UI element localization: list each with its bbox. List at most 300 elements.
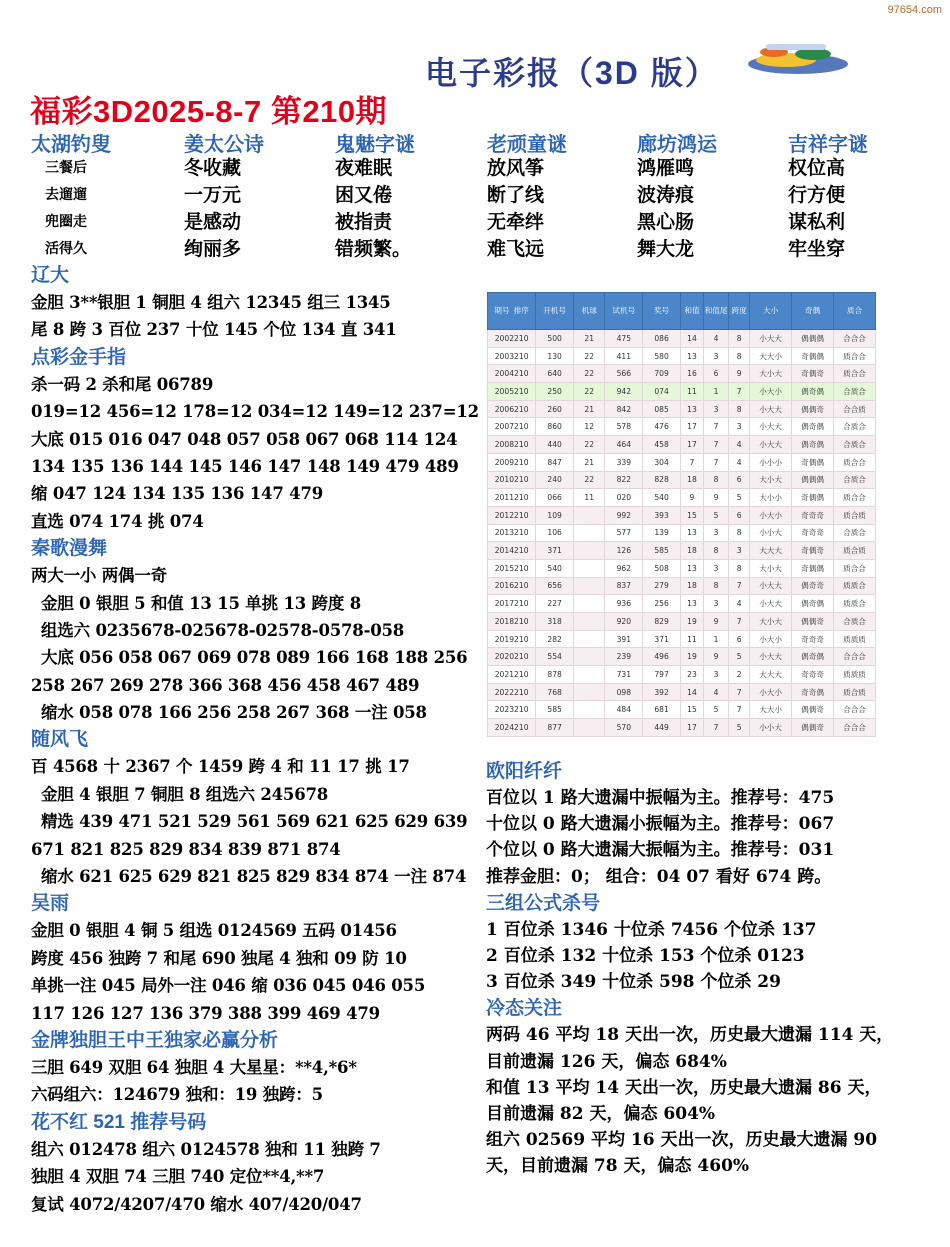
table-cell: 11 xyxy=(573,489,604,507)
table-cell: 奇偶偶 xyxy=(792,453,834,471)
table-cell: 828 xyxy=(643,471,681,489)
section-line: 258 267 269 278 366 368 456 458 467 489 xyxy=(31,675,420,695)
table-cell: 227 xyxy=(536,595,574,613)
lottery-logo-icon xyxy=(738,40,848,80)
table-cell: 14 xyxy=(680,330,703,348)
table-cell: 合质合 xyxy=(834,613,876,631)
section-title: 金牌独胆王中王独家必赢分析 xyxy=(31,1029,279,1051)
table-cell: 奇奇奇 xyxy=(792,630,834,648)
table-cell: 22 xyxy=(573,383,604,401)
table-cell: 12 xyxy=(573,418,604,436)
table-cell: 小大大 xyxy=(750,418,792,436)
column-line: 夜难眠 xyxy=(335,157,393,179)
table-row xyxy=(488,347,876,365)
table-cell: 139 xyxy=(643,524,681,542)
table-cell: 13 xyxy=(680,559,703,577)
table-cell: 074 xyxy=(643,383,681,401)
column-line: 难飞远 xyxy=(487,238,545,260)
section-line: 两码 46 平均 18 天出一次，历史最大遗漏 114 天， xyxy=(486,1025,894,1046)
table-cell: 4 xyxy=(729,453,750,471)
table-cell: 709 xyxy=(643,365,681,383)
table-cell: 577 xyxy=(605,524,643,542)
table-cell: 奇偶偶 xyxy=(792,489,834,507)
table-cell: 质合合 xyxy=(834,365,876,383)
table-cell: 小大大 xyxy=(750,577,792,595)
table-cell: 554 xyxy=(536,648,574,666)
section-line: 金胆 0 银胆 5 和值 13 15 单挑 13 跨度 8 xyxy=(41,593,361,613)
table-cell: 7 xyxy=(704,453,729,471)
table-cell: 768 xyxy=(536,683,574,701)
table-cell: 066 xyxy=(536,489,574,507)
table-cell: 17 xyxy=(680,719,703,737)
table-cell: 2021210 xyxy=(488,666,536,684)
table-header-cell: 质合 xyxy=(834,293,876,330)
table-cell: 411 xyxy=(605,347,643,365)
table-cell: 奇奇奇 xyxy=(792,524,834,542)
section-line: 2 百位杀 132 十位杀 153 个位杀 0123 xyxy=(486,945,805,966)
table-cell: 13 xyxy=(680,347,703,365)
section-title: 欧阳纤纤 xyxy=(486,761,563,782)
section-line: 独胆 4 双胆 74 三胆 740 定位**4,**7 xyxy=(31,1167,325,1187)
column-title: 姜太公诗 xyxy=(184,134,264,156)
column-title: 太湖钓叟 xyxy=(31,134,111,156)
table-row xyxy=(488,577,876,595)
table-cell: 质质质 xyxy=(834,666,876,684)
table-cell: 22 xyxy=(573,365,604,383)
table-cell: 4 xyxy=(729,595,750,613)
table-row xyxy=(488,489,876,507)
table-cell: 偶奇偶 xyxy=(792,595,834,613)
table-cell: 奇偶偶 xyxy=(792,347,834,365)
table-header-cell: 奖号 xyxy=(643,293,681,330)
table-row xyxy=(488,648,876,666)
table-cell: 476 xyxy=(643,418,681,436)
table-cell: 偶偶偶 xyxy=(792,471,834,489)
section-title: 花不红 521 推荐号码 xyxy=(31,1111,207,1133)
section-line: 目前遗漏 82 天，偏态 604% xyxy=(486,1103,716,1124)
paper-title: 电子彩报（3D 版） xyxy=(425,55,719,91)
section-line: 和值 13 平均 14 天出一次，历史最大遗漏 86 天， xyxy=(486,1077,882,1098)
header-label: 期号 xyxy=(494,306,510,315)
table-cell: 19 xyxy=(680,613,703,631)
table-cell: 偶奇偶 xyxy=(792,436,834,454)
table-cell: 13 xyxy=(680,595,703,613)
table-cell: 2007210 xyxy=(488,418,536,436)
table-cell: 2 xyxy=(729,666,750,684)
table-cell: 小小大 xyxy=(750,719,792,737)
table-cell: 3 xyxy=(704,524,729,542)
table-cell: 2009210 xyxy=(488,453,536,471)
table-cell: 2022210 xyxy=(488,683,536,701)
table-row xyxy=(488,630,876,648)
section-line: 金胆 4 银胆 7 铜胆 8 组选六 245678 xyxy=(41,784,329,804)
table-cell: 2015210 xyxy=(488,559,536,577)
column-line: 波涛痕 xyxy=(637,184,695,206)
table-header-cell: 试机号 xyxy=(605,293,643,330)
section-line: 大底 015 016 047 048 057 058 067 068 114 124 xyxy=(31,429,458,449)
table-row xyxy=(488,400,876,418)
table-cell: 2003210 xyxy=(488,347,536,365)
table-cell: 11 xyxy=(680,383,703,401)
table-cell: 大大大 xyxy=(750,666,792,684)
section-line: 金胆 0 银胆 4 铜 5 组选 0124569 五码 01456 xyxy=(31,921,397,941)
column-jixiang xyxy=(788,128,938,263)
table-cell: 2016210 xyxy=(488,577,536,595)
table-header-cell[interactable] xyxy=(488,293,536,330)
table-cell: 奇偶奇 xyxy=(792,542,834,560)
table-cell: 18 xyxy=(680,577,703,595)
section-line: 金胆 3**银胆 1 铜胆 4 组六 12345 组三 1345 xyxy=(31,293,391,312)
table-cell: 合合质 xyxy=(834,400,876,418)
table-header-cell: 大小 xyxy=(750,293,792,330)
table-cell: 1 xyxy=(704,383,729,401)
table-cell: 13 xyxy=(680,400,703,418)
section-title: 吴雨 xyxy=(31,893,70,915)
table-cell: 475 xyxy=(605,330,643,348)
section-line: 671 821 825 829 834 839 871 874 xyxy=(31,839,341,859)
table-cell: 3 xyxy=(704,595,729,613)
table-cell: 656 xyxy=(536,577,574,595)
section-line: 组六 012478 组六 0124578 独和 11 独跨 7 xyxy=(31,1139,381,1159)
table-cell: 260 xyxy=(536,400,574,418)
table-cell: 540 xyxy=(536,559,574,577)
table-cell: 偶奇偶 xyxy=(792,383,834,401)
table-cell: 大大小 xyxy=(750,347,792,365)
section-line: 缩水 058 078 166 256 258 267 368 一注 058 xyxy=(41,703,427,723)
section-title: 冷态关注 xyxy=(486,998,563,1020)
table-row xyxy=(488,365,876,383)
table-cell: 质质合 xyxy=(834,577,876,595)
table-cell: 9 xyxy=(704,489,729,507)
section-line: 精选 439 471 521 529 561 569 621 625 629 639 xyxy=(41,812,468,832)
column-title: 鬼魅字谜 xyxy=(335,134,415,156)
table-cell: 2005210 xyxy=(488,383,536,401)
table-cell: 256 xyxy=(643,595,681,613)
column-taihu xyxy=(31,128,181,263)
table-cell: 2024210 xyxy=(488,719,536,737)
table-row xyxy=(488,383,876,401)
section-line: 117 126 127 136 379 388 399 469 479 xyxy=(31,1003,380,1023)
table-cell: 391 xyxy=(605,630,643,648)
table-cell: 3 xyxy=(704,400,729,418)
table-cell: 7 xyxy=(729,383,750,401)
table-cell: 962 xyxy=(605,559,643,577)
table-cell: 449 xyxy=(643,719,681,737)
column-line: 活得久 xyxy=(45,241,87,257)
table-cell: 847 xyxy=(536,453,574,471)
table-cell xyxy=(573,630,604,648)
table-cell: 3 xyxy=(729,418,750,436)
table-row xyxy=(488,666,876,684)
table-cell: 484 xyxy=(605,701,643,719)
table-cell: 4 xyxy=(729,436,750,454)
section-line: 百 4568 十 2367 个 1459 跨 4 和 11 17 挑 17 xyxy=(31,757,410,777)
table-cell: 860 xyxy=(536,418,574,436)
table-header-cell: 和值尾 xyxy=(704,293,729,330)
table-cell: 1 xyxy=(704,630,729,648)
table-cell: 086 xyxy=(643,330,681,348)
table-cell: 18 xyxy=(680,542,703,560)
column-line: 困又倦 xyxy=(335,184,393,206)
table-row xyxy=(488,418,876,436)
table-cell: 106 xyxy=(536,524,574,542)
table-cell: 3 xyxy=(729,542,750,560)
table-cell: 17 xyxy=(680,436,703,454)
section-line: 个位以 0 路大遗漏大振幅为主。推荐号：031 xyxy=(486,840,835,861)
table-cell: 3 xyxy=(704,666,729,684)
table-cell: 4 xyxy=(704,683,729,701)
table-cell: 合质合 xyxy=(834,418,876,436)
table-cell: 339 xyxy=(605,453,643,471)
table-cell: 合质合 xyxy=(834,383,876,401)
column-line: 牢坐穿 xyxy=(788,238,846,260)
section-line: 缩 047 124 134 135 136 147 479 xyxy=(31,484,324,504)
table-row xyxy=(488,559,876,577)
table-cell: 2013210 xyxy=(488,524,536,542)
table-cell: 464 xyxy=(605,436,643,454)
table-cell: 4 xyxy=(704,330,729,348)
table-cell: 7 xyxy=(704,436,729,454)
column-title: 老顽童谜 xyxy=(487,134,567,156)
column-line: 冬收藏 xyxy=(184,157,242,179)
table-cell: 小大大 xyxy=(750,595,792,613)
table-cell xyxy=(573,683,604,701)
table-cell: 小大小 xyxy=(750,383,792,401)
column-line: 错频繁。 xyxy=(335,238,412,260)
table-cell: 22 xyxy=(573,436,604,454)
table-header-cell: 和值 xyxy=(680,293,703,330)
table-cell: 大大大 xyxy=(750,542,792,560)
table-cell: 合质合 xyxy=(834,436,876,454)
table-cell: 质合合 xyxy=(834,453,876,471)
table-cell: 020 xyxy=(605,489,643,507)
table-cell: 8 xyxy=(704,542,729,560)
section-line: 三胆 649 双胆 64 独胆 4 大星星：**4,*6* xyxy=(31,1057,357,1077)
table-cell: 5 xyxy=(704,701,729,719)
section-line: 天，目前遗漏 78 天，偏态 460% xyxy=(486,1156,750,1177)
table-cell: 2011210 xyxy=(488,489,536,507)
issue-title: 福彩3D2025-8-7 第210期 xyxy=(30,94,388,129)
table-cell: 942 xyxy=(605,383,643,401)
column-line: 绚丽多 xyxy=(184,238,242,260)
table-cell: 质合质 xyxy=(834,683,876,701)
table-cell: 17 xyxy=(680,418,703,436)
section-line: 跨度 456 独跨 7 和尾 690 独尾 4 独和 09 防 10 xyxy=(31,948,407,968)
table-cell: 偶偶奇 xyxy=(792,400,834,418)
table-cell: 085 xyxy=(643,400,681,418)
table-cell: 8 xyxy=(729,347,750,365)
table-row xyxy=(488,330,876,348)
table-cell: 240 xyxy=(536,471,574,489)
column-langfang xyxy=(637,128,787,263)
table-cell: 大小大 xyxy=(750,559,792,577)
column-line: 放风筝 xyxy=(487,157,545,179)
table-cell: 大小大 xyxy=(750,471,792,489)
column-line: 舞大龙 xyxy=(637,238,695,260)
table-cell: 392 xyxy=(643,683,681,701)
column-line: 三餐后 xyxy=(45,160,87,176)
table-cell xyxy=(573,666,604,684)
table-cell: 2002210 xyxy=(488,330,536,348)
table-cell: 质质质 xyxy=(834,630,876,648)
table-cell: 2010210 xyxy=(488,471,536,489)
table-cell: 18 xyxy=(680,471,703,489)
table-cell: 508 xyxy=(643,559,681,577)
table-cell xyxy=(573,524,604,542)
table-cell: 540 xyxy=(643,489,681,507)
table-cell: 奇偶奇 xyxy=(792,365,834,383)
column-line: 行方便 xyxy=(788,184,846,206)
section-line: 两大一小 两偶一奇 xyxy=(31,566,167,586)
section-title: 三组公式杀号 xyxy=(486,892,601,914)
table-cell: 23 xyxy=(680,666,703,684)
table-cell: 566 xyxy=(605,365,643,383)
section-line: 019=12 456=12 178=12 034=12 149=12 237=12 xyxy=(31,402,479,422)
table-cell: 小小大 xyxy=(750,524,792,542)
table-cell: 7 xyxy=(729,683,750,701)
table-row xyxy=(488,719,876,737)
table-cell: 239 xyxy=(605,648,643,666)
table-cell: 小大大 xyxy=(750,330,792,348)
section-line: 1 百位杀 1346 十位杀 7456 个位杀 137 xyxy=(486,919,817,940)
table-cell: 304 xyxy=(643,453,681,471)
table-cell: 15 xyxy=(680,506,703,524)
section-title: 点彩金手指 xyxy=(31,346,127,368)
table-cell: 8 xyxy=(729,559,750,577)
table-cell: 640 xyxy=(536,365,574,383)
section-line: 十位以 0 路大遗漏小振幅为主。推荐号：067 xyxy=(486,814,835,835)
table-cell: 22 xyxy=(573,471,604,489)
table-cell: 偶偶奇 xyxy=(792,613,834,631)
table-row xyxy=(488,701,876,719)
table-cell: 2008210 xyxy=(488,436,536,454)
table-row xyxy=(488,595,876,613)
table-cell: 822 xyxy=(605,471,643,489)
table-cell: 585 xyxy=(536,701,574,719)
table-cell: 5 xyxy=(729,489,750,507)
table-cell xyxy=(573,719,604,737)
table-cell xyxy=(573,613,604,631)
column-jiangtaigong xyxy=(184,128,334,263)
table-cell: 279 xyxy=(643,577,681,595)
table-cell: 130 xyxy=(536,347,574,365)
table-cell: 14 xyxy=(680,683,703,701)
table-cell: 奇偶偶 xyxy=(792,559,834,577)
table-cell: 7 xyxy=(704,418,729,436)
table-cell: 2018210 xyxy=(488,613,536,631)
table-cell: 9 xyxy=(704,648,729,666)
column-line: 断了线 xyxy=(487,184,545,206)
table-cell xyxy=(573,542,604,560)
table-cell: 681 xyxy=(643,701,681,719)
table-cell: 250 xyxy=(536,383,574,401)
table-cell: 小大大 xyxy=(750,436,792,454)
table-row xyxy=(488,683,876,701)
table-row xyxy=(488,506,876,524)
table-cell xyxy=(573,577,604,595)
table-cell: 大小小 xyxy=(750,489,792,507)
section-line: 尾 8 跨 3 百位 237 十位 145 个位 134 直 341 xyxy=(31,320,397,340)
section-line: 缩水 621 625 629 821 825 829 834 874 一注 874 xyxy=(41,867,467,887)
table-cell: 9 xyxy=(704,613,729,631)
section-line: 3 百位杀 349 十位杀 598 个位杀 29 xyxy=(486,972,781,993)
table-cell: 797 xyxy=(643,666,681,684)
table-cell: 8 xyxy=(729,524,750,542)
column-line: 去遛遛 xyxy=(45,187,87,203)
table-cell: 731 xyxy=(605,666,643,684)
sort-label[interactable]: 排序 xyxy=(513,306,529,315)
table-cell: 8 xyxy=(729,330,750,348)
table-cell: 15 xyxy=(680,701,703,719)
table-cell: 小大小 xyxy=(750,630,792,648)
table-cell: 5 xyxy=(704,506,729,524)
table-cell: 9 xyxy=(729,365,750,383)
table-cell: 11 xyxy=(680,630,703,648)
table-cell: 7 xyxy=(729,701,750,719)
table-cell: 小大大 xyxy=(750,400,792,418)
table-cell: 8 xyxy=(729,400,750,418)
table-cell xyxy=(573,506,604,524)
table-cell: 8 xyxy=(704,471,729,489)
table-cell: 936 xyxy=(605,595,643,613)
table-cell xyxy=(573,559,604,577)
table-row xyxy=(488,453,876,471)
table-cell xyxy=(573,701,604,719)
table-cell: 878 xyxy=(536,666,574,684)
table-cell: 842 xyxy=(605,400,643,418)
table-cell: 440 xyxy=(536,436,574,454)
table-cell: 偶偶奇 xyxy=(792,719,834,737)
table-cell: 偶奇偶 xyxy=(792,418,834,436)
table-cell: 偶偶奇 xyxy=(792,701,834,719)
table-cell: 837 xyxy=(605,577,643,595)
site-watermark: 97654.com xyxy=(887,4,942,16)
table-cell: 578 xyxy=(605,418,643,436)
section-title: 随风飞 xyxy=(31,729,89,751)
section-title: 秦歌漫舞 xyxy=(31,538,108,560)
table-cell: 570 xyxy=(605,719,643,737)
table-cell: 5 xyxy=(729,648,750,666)
column-title: 廊坊鸿运 xyxy=(637,134,717,156)
table-row xyxy=(488,471,876,489)
table-cell: 6 xyxy=(704,365,729,383)
table-cell: 偶奇奇 xyxy=(792,577,834,595)
table-cell: 318 xyxy=(536,613,574,631)
table-cell: 6 xyxy=(729,471,750,489)
table-cell: 580 xyxy=(643,347,681,365)
table-cell: 829 xyxy=(643,613,681,631)
table-cell: 合合合 xyxy=(834,701,876,719)
table-cell: 920 xyxy=(605,613,643,631)
table-cell: 458 xyxy=(643,436,681,454)
section-line: 组选六 0235678-025678-02578-0578-058 xyxy=(41,620,405,640)
table-row xyxy=(488,613,876,631)
table-cell: 992 xyxy=(605,506,643,524)
table-cell: 2017210 xyxy=(488,595,536,613)
table-cell: 3 xyxy=(704,559,729,577)
table-cell: 7 xyxy=(680,453,703,471)
table-cell: 2023210 xyxy=(488,701,536,719)
table-cell: 2019210 xyxy=(488,630,536,648)
table-cell: 8 xyxy=(704,577,729,595)
column-title: 吉祥字谜 xyxy=(788,134,868,156)
column-line: 兜圈走 xyxy=(45,214,87,230)
table-row xyxy=(488,524,876,542)
table-cell: 小大小 xyxy=(750,683,792,701)
section-line: 134 135 136 144 145 146 147 148 149 479 489 xyxy=(31,456,459,476)
table-cell: 奇奇奇 xyxy=(792,666,834,684)
table-cell: 奇奇偶 xyxy=(792,683,834,701)
